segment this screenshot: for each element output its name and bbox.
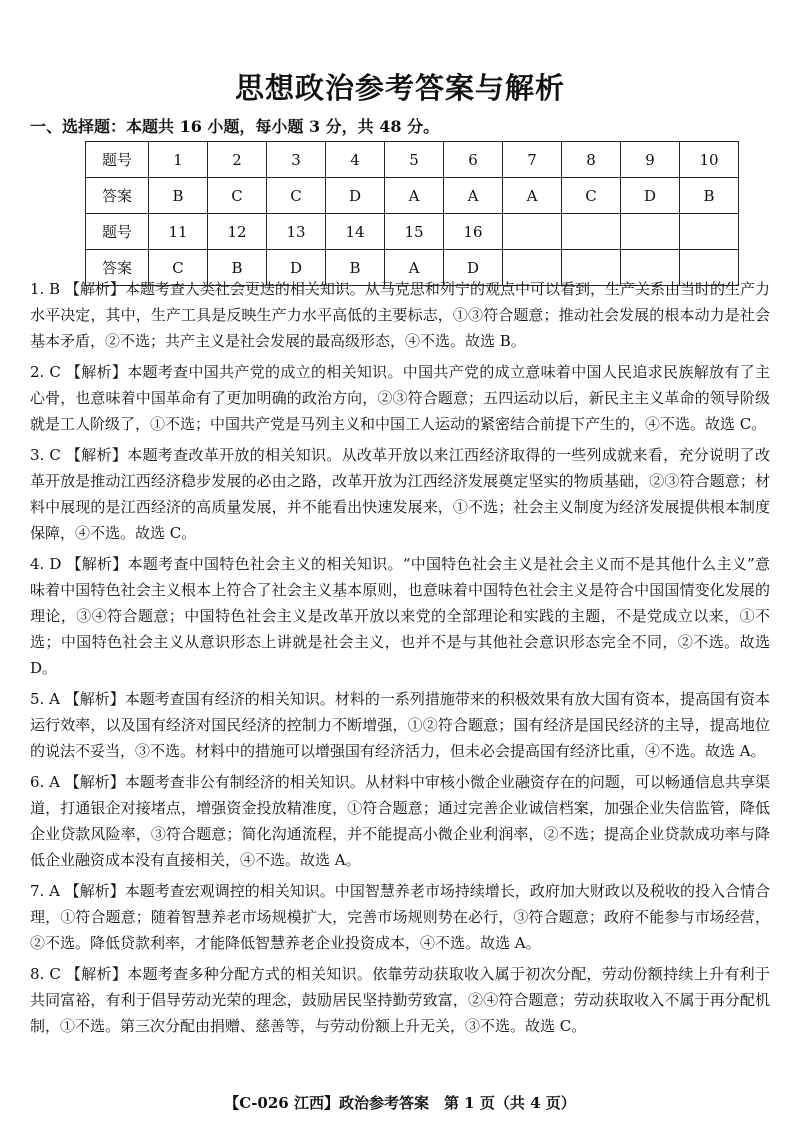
explanation-item: 7. A 【解析】本题考查宏观调控的相关知识。中国智慧养老市场持续增长，政府加大财政以及税收的投入合情合理，①符合题意；随着智慧养老市场规模扩大，完善市场规则势在必行，③符合题意；政府不能参与市场经营，②不选。降低贷款利率，才能降低智慧养老企业投资成本，④不选。故选 A。: [30, 882, 770, 952]
table-cell: 12: [208, 214, 267, 250]
explanation-item: 2. C 【解析】本题考查中国共产党的成立的相关知识。中国共产党的成立意味着中国人民追求民族解放有了主心骨，也意味着中国革命有了更加明确的政治方向，②③符合题意；五四运动以后，新民主主义革命的领导阶级就是工人阶级了，①不选；中国共产党是马列主义和中国工人运动的紧密结合前提下产生的，④不选。故选 C。: [30, 363, 770, 433]
table-cell: 9: [621, 142, 680, 178]
row-header-cell: 题号: [86, 142, 149, 178]
table-cell: B: [208, 250, 267, 286]
table-row: [86, 178, 739, 214]
page-title: 思想政治参考答案与解析: [234, 71, 565, 105]
explanation-item: 5. A 【解析】本题考查国有经济的相关知识。材料的一系列措施带来的积极效果有放大国有资本，提高国有资本运行效率，以及国有经济对国民经济的控制力不断增强，①②符合题意；国有经济是国民经济的主导，提高地位的说法不妥当，③不选。材料中的措施可以增强国有经济活力，但未必会提高国有经济比重，④不选。故选 A。: [30, 690, 770, 760]
table-cell: 3: [267, 142, 326, 178]
table-cell: [503, 214, 562, 250]
answer-table: [85, 141, 739, 286]
table-cell: 5: [385, 142, 444, 178]
section-heading: 一、选择题：本题共 16 小题，每小题 3 分，共 48 分。: [30, 117, 440, 136]
table-cell: A: [444, 178, 503, 214]
table-row: [86, 214, 739, 250]
table-cell: 14: [326, 214, 385, 250]
table-cell: 11: [149, 214, 208, 250]
table-cell: C: [208, 178, 267, 214]
table-cell: D: [444, 250, 503, 286]
table-cell: 2: [208, 142, 267, 178]
page-footer: 【C-026 江西】政治参考答案 第 1 页（共 4 页）: [224, 1094, 576, 1112]
explanation-item: 3. C 【解析】本题考查改革开放的相关知识。从改革开放以来江西经济取得的一些列成就来看，充分说明了改革开放是推动江西经济稳步发展的必由之路，改革开放为江西经济发展奠定坚实的物质基础，②③符合题意；材料中展现的是江西经济的高质量发展，并不能看出快速发展来，①不选；社会主义制度为经济发展提供根本制度保障，④不选。故选 C。: [30, 446, 770, 542]
explanation-item: 1. B 【解析】本题考查人类社会更迭的相关知识。从马克思和列宁的观点中可以看到，生产关系由当时的生产力水平决定，其中，生产工具是反映生产力水平高低的主要标志，①③符合题意；推动社会发展的根本动力是社会基本矛盾，②不选；共产主义是社会发展的最高级形态，④不选。故选 B。: [30, 280, 770, 350]
table-cell: 13: [267, 214, 326, 250]
table-cell: B: [680, 178, 739, 214]
table-cell: A: [385, 250, 444, 286]
table-cell: D: [621, 178, 680, 214]
table-cell: [680, 214, 739, 250]
table-cell: 16: [444, 214, 503, 250]
table-cell: B: [326, 250, 385, 286]
table-cell: A: [503, 178, 562, 214]
table-cell: 6: [444, 142, 503, 178]
table-cell: 15: [385, 214, 444, 250]
explanation-item: 6. A 【解析】本题考查非公有制经济的相关知识。从材料中审核小微企业融资存在的问题，可以畅通信息共享渠道，打通银企对接堵点，增强资金投放精准度，①符合题意；通过完善企业诚信档案，加强企业失信监管，降低企业贷款风险率，③符合题意；简化沟通流程，并不能提高小微企业利润率，②不选；提高企业贷款成功率与降低企业融资成本没有直接相关，④不选。故选 A。: [30, 773, 770, 869]
row-header-cell: 题号: [86, 214, 149, 250]
explanation-item: 4. D 【解析】本题考查中国特色社会主义的相关知识。“中国特色社会主义是社会主义而不是其他什么主义”意味着中国特色社会主义根本上符合了社会主义基本原则，也意味着中国特色社会主义是符合中国国情变化发展的理论，③④符合题意；中国特色社会主义是改革开放以来党的全部理论和实践的主题，不是党成立以来，①不选；中国特色社会主义从意识形态上讲就是社会主义，也并不是与其他社会意识形态完全不同，②不选。故选 D。: [30, 555, 770, 677]
table-cell: B: [149, 178, 208, 214]
table-cell: D: [326, 178, 385, 214]
table-cell: 7: [503, 142, 562, 178]
table-cell: 8: [562, 142, 621, 178]
explanation-list: [30, 276, 770, 1044]
table-cell: 1: [149, 142, 208, 178]
table-cell: 4: [326, 142, 385, 178]
table-cell: 10: [680, 142, 739, 178]
table-cell: [621, 214, 680, 250]
table-cell: C: [267, 178, 326, 214]
table-cell: [562, 214, 621, 250]
table-cell: C: [562, 178, 621, 214]
table-cell: A: [385, 178, 444, 214]
table-row: [86, 142, 739, 178]
table-cell: C: [149, 250, 208, 286]
row-header-cell: 答案: [86, 178, 149, 214]
explanation-item: 8. C 【解析】本题考查多种分配方式的相关知识。依靠劳动获取收入属于初次分配，劳动份额持续上升有利于共同富裕，有利于倡导劳动光荣的理念，鼓励居民坚持勤劳致富，②④符合题意；劳动获取收入不属于再分配机制，①不选。第三次分配由捐赠、慈善等，与劳动份额上升无关，③不选。故选 C。: [30, 965, 770, 1035]
row-header-cell: 答案: [86, 250, 149, 286]
table-cell: D: [267, 250, 326, 286]
